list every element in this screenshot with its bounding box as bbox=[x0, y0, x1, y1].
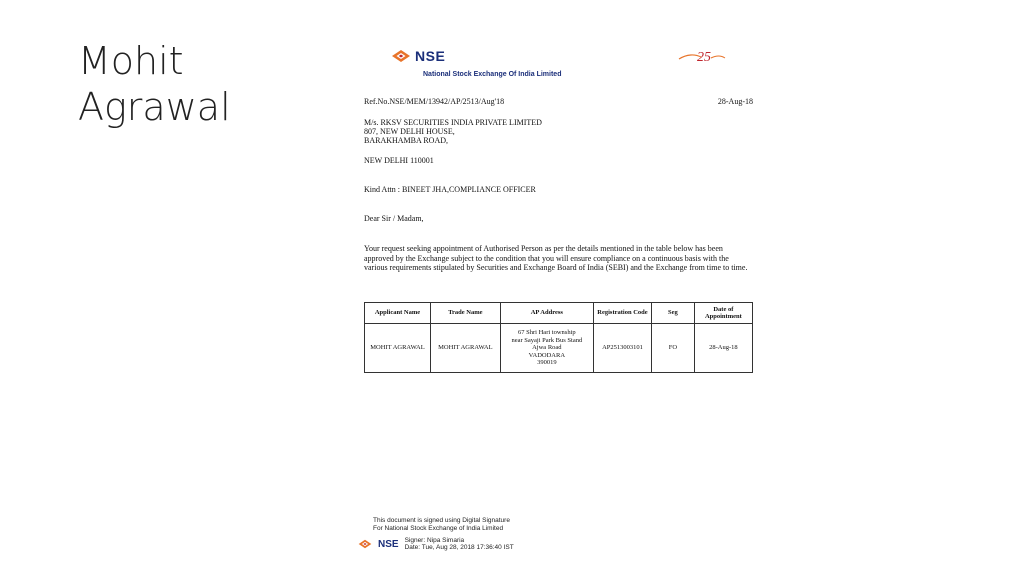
table-row bbox=[365, 324, 753, 373]
org-name: National Stock Exchange Of India Limited bbox=[423, 71, 562, 78]
address-line: BARAKHAMBA ROAD, bbox=[364, 136, 449, 145]
address-line: 67 Shri Hari township bbox=[518, 329, 576, 337]
attention-line: Kind Attn : BINEET JHA,COMPLIANCE OFFICER bbox=[364, 185, 536, 194]
reference-number: Ref.No.NSE/MEM/13942/AP/2513/Aug'18 bbox=[364, 97, 505, 106]
table-header-row bbox=[365, 303, 753, 324]
signature-line: For National Stock Exchange of India Limited bbox=[373, 524, 504, 532]
anniversary-25-icon bbox=[675, 46, 727, 68]
digital-signature-note bbox=[373, 517, 510, 532]
cell-applicant: MOHIT AGRAWAL bbox=[365, 324, 431, 373]
recipient-address bbox=[364, 118, 542, 145]
slide-title bbox=[78, 38, 231, 130]
letter-date: 28-Aug-18 bbox=[717, 97, 753, 106]
address-line: VADODARA bbox=[528, 351, 566, 359]
nse-logo-icon bbox=[358, 539, 372, 549]
col-date-of-appointment: Date of Appointment bbox=[694, 303, 752, 324]
cell-date: 28-Aug-18 bbox=[694, 324, 752, 373]
nse-logo bbox=[391, 48, 445, 64]
address-line: 390019 bbox=[537, 359, 557, 367]
address-line: M/s. RKSV SECURITIES INDIA PRIVATE LIMITED bbox=[364, 118, 542, 127]
signature-line: This document is signed using Digital Signature bbox=[373, 517, 510, 524]
recipient-city: NEW DELHI 110001 bbox=[364, 156, 434, 165]
col-registration-code: Registration Code bbox=[593, 303, 651, 324]
cell-trade: MOHIT AGRAWAL bbox=[430, 324, 500, 373]
nse-approval-letter bbox=[355, 40, 765, 570]
signer-meta bbox=[405, 537, 514, 551]
nse-footer-logo-text: NSE bbox=[378, 538, 399, 550]
nse-logo-icon bbox=[391, 49, 411, 63]
col-ap-address: AP Address bbox=[500, 303, 593, 324]
col-applicant-name: Applicant Name bbox=[365, 303, 431, 324]
signature-footer bbox=[358, 537, 514, 551]
cell-seg: FO bbox=[652, 324, 695, 373]
cell-address bbox=[500, 324, 593, 373]
ap-details-table bbox=[364, 302, 753, 373]
letter-body: Your request seeking appointment of Authorised Person as per the details mentioned in the table below has been approved by the Exchange subject to the condition that you will ensure compliance on a continuous basis with the various requirements stipulated by Securities and Exchange Board of India (SEBI) and the Exchange from time to time. bbox=[364, 244, 748, 273]
address-line: 807, NEW DELHI HOUSE, bbox=[364, 127, 455, 136]
title-line-2: Agrawal bbox=[78, 85, 231, 129]
signed-date: Date: Tue, Aug 28, 2018 17:36:40 IST bbox=[404, 544, 514, 551]
salutation: Dear Sir / Madam, bbox=[364, 214, 424, 223]
nse-logo-text: NSE bbox=[415, 48, 446, 64]
address-line: Ajwa Road bbox=[532, 344, 562, 352]
col-trade-name: Trade Name bbox=[430, 303, 500, 324]
svg-text:25: 25 bbox=[697, 50, 711, 65]
cell-reg-code: AP2513003101 bbox=[593, 324, 651, 373]
col-seg: Seg bbox=[652, 303, 695, 324]
address-line: near Sayaji Park Bus Stand bbox=[511, 336, 583, 344]
title-line-1: Mohit bbox=[78, 39, 184, 83]
signer-name: Signer: Nipa Simaria bbox=[404, 537, 465, 544]
